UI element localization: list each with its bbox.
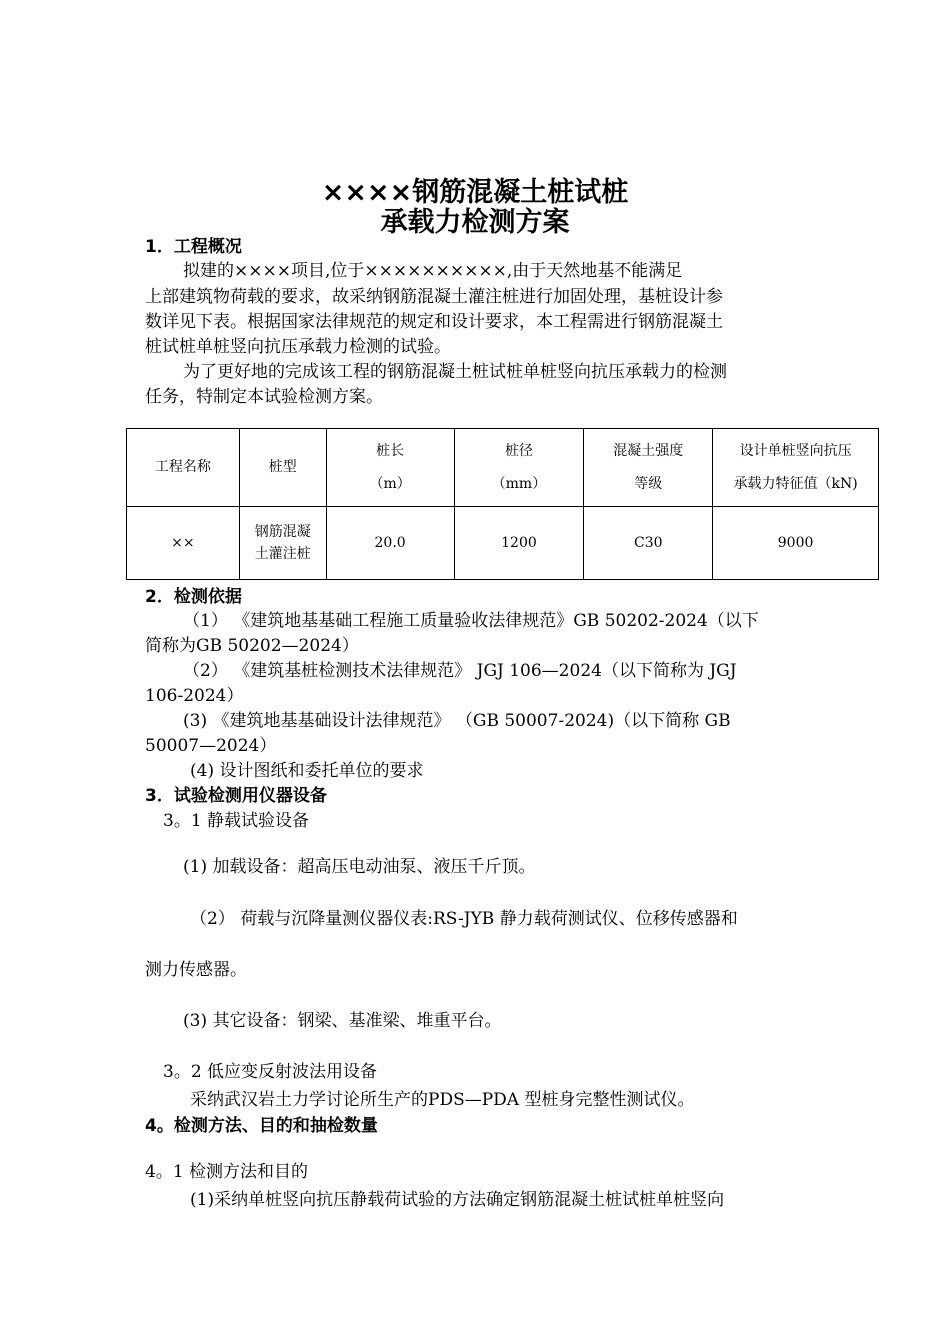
s1-p1-line: 上部建筑物荷载的要求，故采纳钢筋混凝土灌注桩进行加固处理，基桩设计参 [145, 287, 723, 307]
s2-item: 简称为GB 50202—2024） [145, 636, 359, 656]
s4-p1: (1)采纳单桩竖向抗压静载荷试验的方法确定钢筋混凝土桩试桩单桩竖向 [190, 1190, 725, 1210]
s2-item: 106-2024） [145, 686, 244, 706]
header-cell: 桩长 （m） [326, 429, 454, 507]
s1-p1-line: 数详见下表。根据国家法律规范的规定和设计要求，本工程需进行钢筋混凝土 [145, 312, 723, 332]
s2-item: （1） 《建筑地基基础工程施工质量验收法律规范》GB 50202-2024（以下 [183, 611, 759, 631]
s1-p2-line: 为了更好地的完成该工程的钢筋混凝土桩试桩单桩竖向抗压承载力的检测 [183, 362, 727, 382]
s2-item: (3) 《建筑地基基础设计法律规范》 （GB 50007-2024)（以下简称 GB [183, 711, 731, 731]
s3-item-2: （2） 荷载与沉降量测仪器仪表:RS-JYB 静力载荷测试仪、位移传感器和 [190, 909, 738, 929]
s3-sub2: 3。2 低应变反射波法用设备 [163, 1062, 378, 1082]
s3-item-1: (1) 加载设备：超高压电动油泵、液压千斤顶。 [183, 857, 536, 877]
table-cell: C30 [584, 507, 713, 580]
header-cell: 工程名称 [127, 429, 240, 507]
table-header-row [127, 429, 879, 507]
table-cell: 钢筋混凝 土灌注桩 [239, 507, 326, 580]
table-cell: 20.0 [326, 507, 454, 580]
section-2-heading: 2．检测依据 [145, 587, 242, 607]
s2-item: (4) 设计图纸和委托单位的要求 [190, 761, 424, 781]
s1-p1-line: 桩试桩单桩竖向抗压承载力检测的试验。 [145, 337, 451, 357]
section-1-heading: 1．工程概况 [145, 237, 242, 257]
table-cell: 1200 [454, 507, 584, 580]
s3-sub1: 3。1 静载试验设备 [163, 811, 310, 831]
header-cell: 桩径 （mm） [454, 429, 584, 507]
s4-sub1: 4。1 检测方法和目的 [145, 1162, 309, 1182]
title-line-1: ××××钢筋混凝土桩试桩 [321, 177, 629, 208]
s3-item-3: (3) 其它设备：钢梁、基准梁、堆重平台。 [183, 1011, 502, 1031]
table-cell: 9000 [713, 507, 879, 580]
table-cell: ×× [127, 507, 240, 580]
section-3-heading: 3．试验检测用仪器设备 [145, 786, 327, 806]
title-line-2: 承载力检测方案 [380, 207, 570, 238]
header-cell: 混凝土强度 等级 [584, 429, 713, 507]
s3-sub2-text: 采纳武汉岩土力学讨论所生产的PDS—PDA 型桩身完整性测试仪。 [190, 1090, 695, 1110]
s1-p1-line: 拟建的××××项目,位于××××××××××,由于天然地基不能满足 [183, 261, 683, 281]
s2-item: 50007—2024） [145, 736, 277, 756]
pile-spec-table [126, 428, 879, 580]
section-4-heading: 4。检测方法、目的和抽检数量 [145, 1116, 378, 1136]
s2-item: （2） 《建筑基桩检测技术法律规范》 JGJ 106—2024（以下简称为 JGJ [183, 661, 737, 681]
header-cell: 桩型 [239, 429, 326, 507]
s1-p2-line: 任务，特制定本试验检测方案。 [145, 387, 383, 407]
s3-item-2-cont: 测力传感器。 [145, 960, 247, 980]
header-cell: 设计单桩竖向抗压 承载力特征值（kN) [713, 429, 879, 507]
table-row [127, 507, 879, 580]
